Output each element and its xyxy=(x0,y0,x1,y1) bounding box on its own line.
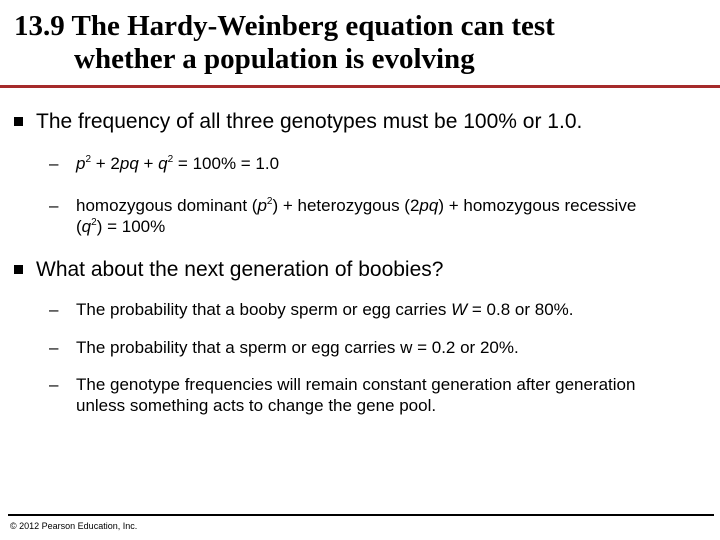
var-q: q xyxy=(158,154,168,173)
text-run: ) + homozygous recessive ( xyxy=(76,196,637,236)
var-pq: pq xyxy=(419,196,439,215)
text-run: + 2 xyxy=(91,154,120,173)
bullet-text: The frequency of all three genotypes must be 100% or 1.0. xyxy=(36,110,583,133)
text-run: = 100% = 1.0 xyxy=(173,154,280,173)
exponent: 2 xyxy=(167,154,174,165)
text-run: homozygous dominant ( xyxy=(76,196,258,215)
slide-title-line-2: whether a population is evolving xyxy=(74,43,475,75)
text-run: + xyxy=(138,154,159,173)
slide-title xyxy=(14,10,704,76)
bullet-text: What about the next generation of boobies? xyxy=(36,258,444,281)
square-bullet-icon xyxy=(14,265,23,274)
text-run: ) + heterozygous (2 xyxy=(272,196,420,215)
sub-bullet-text xyxy=(76,374,651,416)
text-run: ) = 100% xyxy=(96,217,166,236)
text-run: The probability that a sperm or egg carries w = 0.2 or 20%. xyxy=(76,338,519,357)
dash-bullet-icon: – xyxy=(49,196,59,215)
exponent: 2 xyxy=(85,154,92,165)
slide-title-line-1: 13.9 The Hardy-Weinberg equation can test xyxy=(14,10,555,42)
var-W: W xyxy=(451,300,468,319)
text-run: The probability that a booby sperm or egg carries xyxy=(76,300,452,319)
var-p: p xyxy=(257,196,267,215)
title-divider xyxy=(0,85,720,88)
exponent: 2 xyxy=(266,196,273,207)
dash-bullet-icon: – xyxy=(49,375,59,394)
square-bullet-icon xyxy=(14,117,23,126)
footer-divider xyxy=(8,514,714,516)
var-p: p xyxy=(76,154,86,173)
sub-bullet-text xyxy=(76,299,706,320)
sub-bullet-text xyxy=(76,337,696,358)
sub-bullet-text xyxy=(76,153,696,174)
copyright-footer: © 2012 Pearson Education, Inc. xyxy=(10,521,138,531)
text-run: = 0.8 or 80%. xyxy=(467,300,574,319)
var-q: q xyxy=(81,217,92,236)
exponent: 2 xyxy=(91,217,97,228)
text-run: The genotype frequencies will remain constant generation after generation unless something acts to change the gene pool. xyxy=(76,375,636,415)
dash-bullet-icon: – xyxy=(49,338,59,357)
dash-bullet-icon: – xyxy=(49,154,59,173)
sub-bullet-text xyxy=(76,195,656,237)
var-pq: pq xyxy=(119,154,139,173)
dash-bullet-icon: – xyxy=(49,300,59,319)
